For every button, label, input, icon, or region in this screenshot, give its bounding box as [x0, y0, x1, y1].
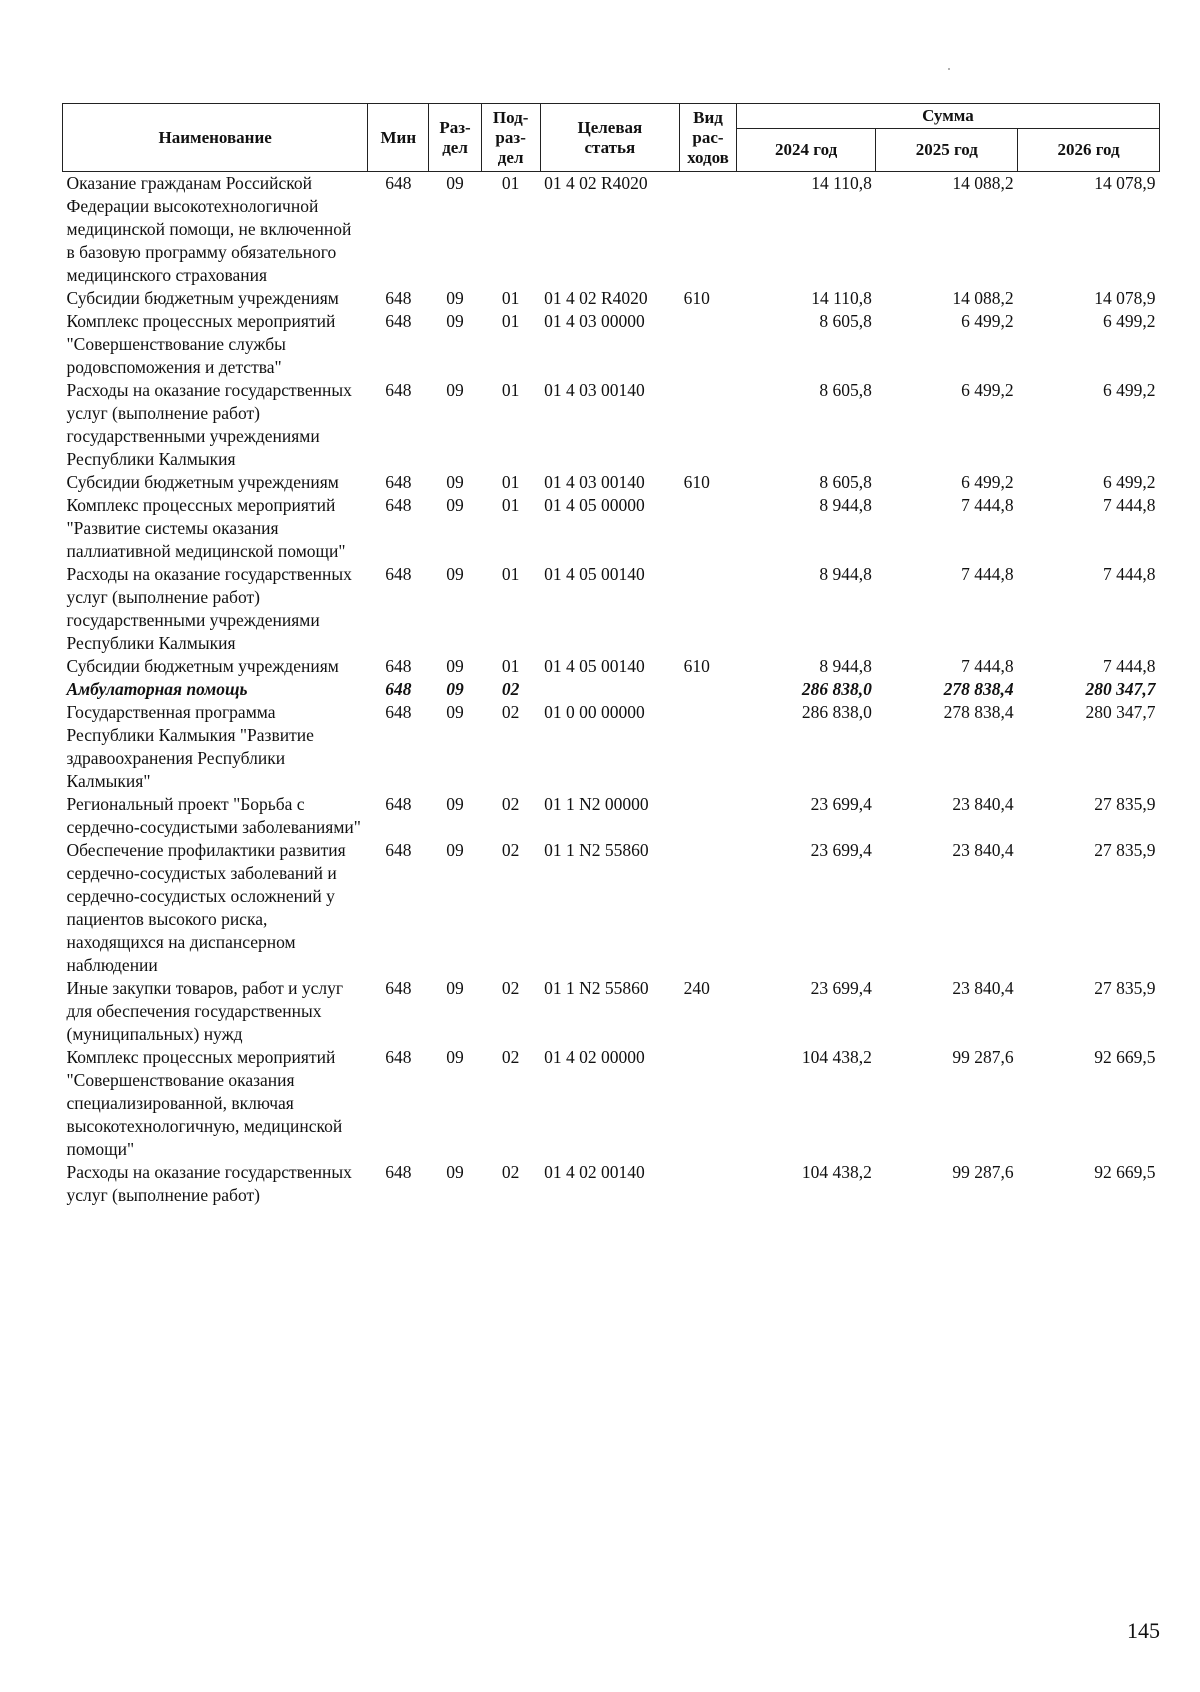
row-vid — [680, 310, 737, 379]
row-target: 01 4 02 R4020 — [544, 173, 648, 193]
row-2025: 14 088,2 — [952, 173, 1014, 193]
row-2026: 6 499,2 — [1103, 472, 1156, 492]
row-min: 648 — [385, 679, 412, 699]
row-razdel: 09 — [446, 840, 464, 860]
table-row — [63, 793, 1160, 839]
row-target: 01 4 02 00140 — [544, 1162, 645, 1182]
row-target: 01 4 02 R4020 — [544, 288, 648, 308]
row-2026: 92 669,5 — [1094, 1047, 1156, 1067]
row-target: 01 4 05 00000 — [544, 495, 645, 515]
row-2026: 6 499,2 — [1103, 311, 1156, 331]
row-target: 01 1 N2 00000 — [544, 794, 649, 814]
row-razdel: 09 — [446, 380, 464, 400]
row-name: Комплекс процессных мероприятий "Совершенствование оказания специализированной, включая высокотехнологичную, медицинской помощи" — [66, 1047, 343, 1159]
table-row — [63, 977, 1160, 1046]
row-2025: 6 499,2 — [961, 380, 1014, 400]
row-name: Амбулаторная помощь — [66, 679, 248, 699]
table-row — [63, 172, 1160, 288]
header-name: Наименование — [63, 104, 368, 172]
row-podrazdel: 01 — [501, 380, 520, 400]
row-vid — [680, 793, 737, 839]
row-2026: 280 347,7 — [1085, 679, 1156, 699]
row-podrazdel: 02 — [501, 1047, 520, 1067]
row-2024: 8 944,8 — [819, 495, 872, 515]
row-2026: 27 835,9 — [1094, 794, 1156, 814]
row-2026: 27 835,9 — [1094, 840, 1156, 860]
table-row — [63, 310, 1160, 379]
row-2025: 23 840,4 — [952, 840, 1014, 860]
row-razdel: 09 — [446, 288, 464, 308]
row-name: Государственная программа Республики Калмыкия "Развитие здравоохранения Республики Калмыкия" — [66, 702, 314, 791]
row-vid: 610 — [683, 288, 710, 308]
table-row — [63, 655, 1160, 678]
table-row — [63, 471, 1160, 494]
row-vid — [680, 1161, 737, 1207]
row-2025: 99 287,6 — [952, 1162, 1014, 1182]
row-razdel: 09 — [446, 311, 464, 331]
row-2024: 104 438,2 — [801, 1162, 872, 1182]
row-target: 01 1 N2 55860 — [544, 978, 649, 998]
row-min: 648 — [385, 311, 412, 331]
row-2024: 23 699,4 — [810, 840, 872, 860]
row-podrazdel: 02 — [501, 679, 520, 699]
row-vid — [680, 494, 737, 563]
row-vid — [680, 839, 737, 977]
table-row — [63, 678, 1160, 701]
row-podrazdel: 01 — [501, 564, 520, 584]
row-min: 648 — [385, 656, 412, 676]
header-target: Целевая статья — [540, 104, 680, 172]
row-2025: 7 444,8 — [961, 656, 1014, 676]
row-target — [540, 678, 680, 701]
table-row — [63, 287, 1160, 310]
row-2026: 7 444,8 — [1103, 564, 1156, 584]
row-2026: 7 444,8 — [1103, 656, 1156, 676]
row-2024: 23 699,4 — [810, 978, 872, 998]
scan-speck — [948, 68, 950, 70]
row-razdel: 09 — [446, 978, 464, 998]
row-2025: 14 088,2 — [952, 288, 1014, 308]
row-2026: 280 347,7 — [1085, 702, 1156, 722]
row-razdel: 09 — [446, 656, 464, 676]
row-target: 01 4 05 00140 — [544, 564, 645, 584]
row-2025: 6 499,2 — [961, 472, 1014, 492]
row-podrazdel: 01 — [501, 472, 520, 492]
row-podrazdel: 01 — [501, 495, 520, 515]
row-2025: 6 499,2 — [961, 311, 1014, 331]
row-2025: 7 444,8 — [961, 495, 1014, 515]
row-2024: 286 838,0 — [801, 679, 872, 699]
row-min: 648 — [385, 472, 412, 492]
row-2026: 92 669,5 — [1094, 1162, 1156, 1182]
row-podrazdel: 02 — [501, 1162, 520, 1182]
row-2025: 99 287,6 — [952, 1047, 1014, 1067]
row-vid — [680, 678, 737, 701]
row-podrazdel: 02 — [501, 702, 520, 722]
row-min: 648 — [385, 173, 412, 193]
row-podrazdel: 01 — [501, 173, 520, 193]
row-razdel: 09 — [446, 1162, 464, 1182]
row-2026: 7 444,8 — [1103, 495, 1156, 515]
row-razdel: 09 — [446, 702, 464, 722]
header-year-2025: 2025 год — [876, 129, 1018, 172]
table-row — [63, 1046, 1160, 1161]
row-name: Расходы на оказание государственных услуг (выполнение работ) — [66, 1162, 352, 1205]
row-podrazdel: 01 — [501, 288, 520, 308]
row-razdel: 09 — [446, 472, 464, 492]
table-row — [63, 701, 1160, 793]
row-target: 01 1 N2 55860 — [544, 840, 649, 860]
row-name: Расходы на оказание государственных услуг (выполнение работ) государственными учреждениями Республики Калмыкия — [66, 564, 352, 653]
row-min: 648 — [385, 1047, 412, 1067]
row-vid: 610 — [683, 656, 710, 676]
row-podrazdel: 02 — [501, 978, 520, 998]
page-number: 145 — [1127, 1618, 1160, 1643]
row-target: 01 4 05 00140 — [544, 656, 645, 676]
row-min: 648 — [385, 702, 412, 722]
table-row — [63, 1161, 1160, 1207]
header-vid: Вид рас- ходов — [680, 104, 737, 172]
row-2025: 23 840,4 — [952, 794, 1014, 814]
row-razdel: 09 — [446, 794, 464, 814]
row-vid — [680, 563, 737, 655]
table-row — [63, 494, 1160, 563]
row-razdel: 09 — [446, 679, 464, 699]
row-podrazdel: 02 — [501, 840, 520, 860]
row-vid — [680, 172, 737, 288]
header-sum: Сумма — [736, 104, 1159, 129]
table-header — [63, 104, 1160, 172]
row-min: 648 — [385, 564, 412, 584]
row-name: Региональный проект "Борьба с сердечно-сосудистыми заболеваниями" — [66, 794, 361, 837]
row-2025: 278 838,4 — [943, 702, 1014, 722]
row-min: 648 — [385, 840, 412, 860]
row-target: 01 4 03 00140 — [544, 472, 645, 492]
row-name: Субсидии бюджетным учреждениям — [66, 472, 339, 492]
row-2026: 27 835,9 — [1094, 978, 1156, 998]
row-2024: 14 110,8 — [811, 173, 872, 193]
row-vid — [680, 701, 737, 793]
row-vid — [680, 379, 737, 471]
row-name: Оказание гражданам Российской Федерации высокотехнологичной медицинской помощи, не включенной в базовую программу обязательного медицинского страхования — [66, 173, 352, 285]
row-vid — [680, 1046, 737, 1161]
row-podrazdel: 02 — [501, 794, 520, 814]
row-2024: 23 699,4 — [810, 794, 872, 814]
row-razdel: 09 — [446, 1047, 464, 1067]
row-podrazdel: 01 — [501, 656, 520, 676]
row-2024: 8 605,8 — [819, 380, 872, 400]
row-razdel: 09 — [446, 495, 464, 515]
table-body — [63, 172, 1160, 1208]
table-row — [63, 563, 1160, 655]
row-min: 648 — [385, 495, 412, 515]
row-name: Субсидии бюджетным учреждениям — [66, 288, 339, 308]
row-vid: 610 — [683, 472, 710, 492]
row-2026: 6 499,2 — [1103, 380, 1156, 400]
row-2024: 8 944,8 — [819, 564, 872, 584]
row-min: 648 — [385, 1162, 412, 1182]
header-year-2026: 2026 год — [1018, 129, 1160, 172]
row-min: 648 — [385, 794, 412, 814]
row-name: Расходы на оказание государственных услуг (выполнение работ) государственными учреждениями Республики Калмыкия — [66, 380, 352, 469]
row-2024: 8 605,8 — [819, 311, 872, 331]
header-razdel: Раз- дел — [429, 104, 481, 172]
row-min: 648 — [385, 288, 412, 308]
row-podrazdel: 01 — [501, 311, 520, 331]
row-2024: 14 110,8 — [811, 288, 872, 308]
row-2026: 14 078,9 — [1094, 288, 1156, 308]
row-2025: 278 838,4 — [943, 679, 1014, 699]
row-2026: 14 078,9 — [1094, 173, 1156, 193]
header-year-2024: 2024 год — [736, 129, 876, 172]
row-name: Обеспечение профилактики развития сердечно-сосудистых заболеваний и сердечно-сосудистых осложнений у пациентов высокого риска, находящихся на диспансерном наблюдении — [66, 840, 346, 975]
table-row — [63, 379, 1160, 471]
row-target: 01 4 03 00000 — [544, 311, 645, 331]
row-name: Комплекс процессных мероприятий "Развитие системы оказания паллиативной медицинской помощи" — [66, 495, 346, 561]
row-2025: 23 840,4 — [952, 978, 1014, 998]
row-vid: 240 — [683, 978, 710, 998]
row-2025: 7 444,8 — [961, 564, 1014, 584]
row-2024: 8 944,8 — [819, 656, 872, 676]
budget-table — [62, 103, 1160, 1207]
header-podrazdel: Под- раз- дел — [481, 104, 540, 172]
header-min: Мин — [368, 104, 429, 172]
row-min: 648 — [385, 978, 412, 998]
row-target: 01 4 03 00140 — [544, 380, 645, 400]
row-razdel: 09 — [446, 564, 464, 584]
row-2024: 104 438,2 — [801, 1047, 872, 1067]
row-name: Иные закупки товаров, работ и услуг для обеспечения государственных (муниципальных) нужд — [66, 978, 344, 1044]
row-target: 01 4 02 00000 — [544, 1047, 645, 1067]
row-2024: 286 838,0 — [801, 702, 872, 722]
row-target: 01 0 00 00000 — [544, 702, 645, 722]
row-min: 648 — [385, 380, 412, 400]
row-name: Комплекс процессных мероприятий "Совершенствование службы родовспоможения и детства" — [66, 311, 336, 377]
row-name: Субсидии бюджетным учреждениям — [66, 656, 339, 676]
table-row — [63, 839, 1160, 977]
row-2024: 8 605,8 — [819, 472, 872, 492]
row-razdel: 09 — [446, 173, 464, 193]
